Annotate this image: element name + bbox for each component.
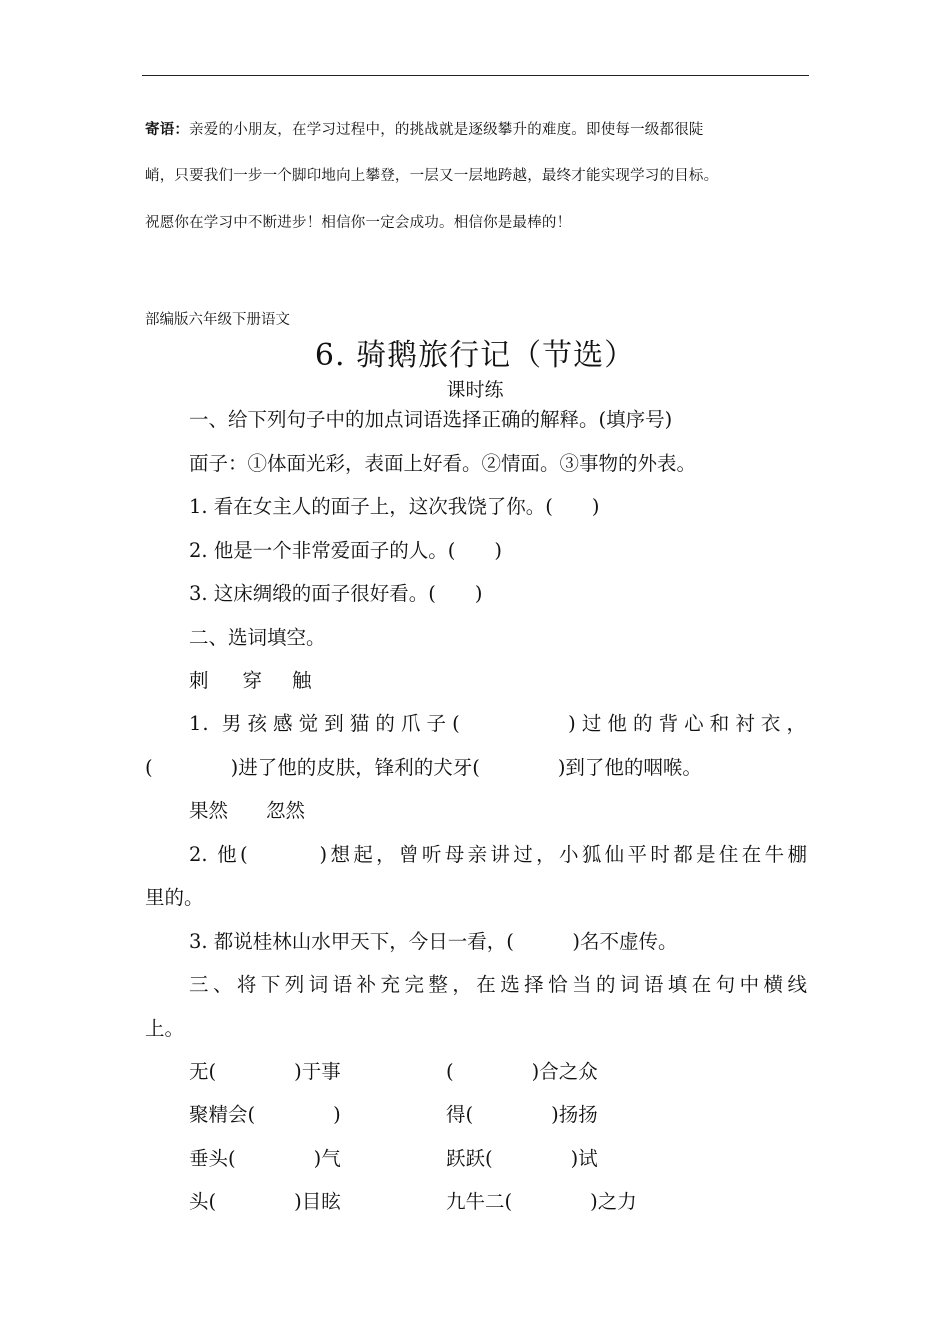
section1-question-3: 3. 这床绸缎的面子很好看。( ) (189, 582, 483, 605)
word-option: 刺 (189, 669, 209, 692)
idiom-left-1: 无( )于事 (189, 1060, 341, 1083)
section3-heading-line-1: 三、将下列词语补充完整，在选择恰当的词语填在句中横线 (189, 973, 807, 996)
section2-question-1-line-2: ( )进了他的皮肤，锋利的犬牙( )到了他的咽喉。 (145, 756, 702, 779)
section2-question-2-line-2: 里的。 (145, 886, 204, 909)
idiom-left-2: 聚精会( ) (189, 1103, 341, 1126)
word-option: 穿 (242, 669, 263, 692)
note-line-1: 寄语：亲爱的小朋友，在学习过程中，的挑战就是逐级攀升的难度。即使每一级都很陡 (145, 121, 704, 138)
section2-question-1-line-1: 1. 男孩感觉到猫的爪子( )过他的背心和衬衣， (189, 712, 807, 735)
word-bank-a (189, 665, 312, 693)
header-rule (142, 75, 809, 76)
section2-heading: 二、选词填空。 (189, 626, 326, 649)
note-line-2: 峭，只要我们一步一个脚印地向上攀登，一层又一层地跨越，最终才能实现学习的目标。 (145, 168, 719, 184)
series-label: 部编版六年级下册语文 (145, 312, 290, 328)
section2-question-3: 3. 都说桂林山水甲天下，今日一看，( )名不虚传。 (189, 930, 678, 953)
word-option: 触 (292, 669, 312, 692)
word-option: 忽然 (266, 799, 306, 822)
section1-question-2: 2. 他是一个非常爱面子的人。( ) (189, 539, 503, 562)
section1-definition: 面子：①体面光彩，表面上好看。②情面。③事物的外表。 (189, 452, 697, 475)
section1-question-1: 1. 看在女主人的面子上，这次我饶了你。( ) (189, 495, 600, 518)
page-title: 6. 骑鹅旅行记（节选） (314, 338, 636, 373)
section1-heading: 一、给下列句子中的加点词语选择正确的解释。(填序号) (189, 408, 673, 431)
idiom-right-1: ( )合之众 (446, 1060, 598, 1083)
idiom-right-3: 跃跃( )试 (446, 1147, 598, 1170)
word-bank-b (189, 795, 305, 823)
note-line-3: 祝愿你在学习中不断进步！相信你一定会成功。相信你是最棒的！ (145, 215, 572, 231)
word-option: 果然 (189, 799, 229, 822)
idiom-right-2: 得( )扬扬 (446, 1103, 598, 1126)
idiom-left-3: 垂头( )气 (189, 1147, 341, 1170)
idiom-left-4: 头( )目眩 (189, 1190, 341, 1213)
idiom-right-4: 九牛二( )之力 (446, 1190, 637, 1213)
section3-heading-line-2: 上。 (145, 1017, 185, 1040)
note-label: 寄语： (145, 121, 190, 138)
page-subtitle: 课时练 (446, 379, 504, 401)
section2-question-2-line-1: 2. 他( )想起，曾听母亲讲过，小狐仙平时都是住在牛棚 (189, 843, 807, 866)
